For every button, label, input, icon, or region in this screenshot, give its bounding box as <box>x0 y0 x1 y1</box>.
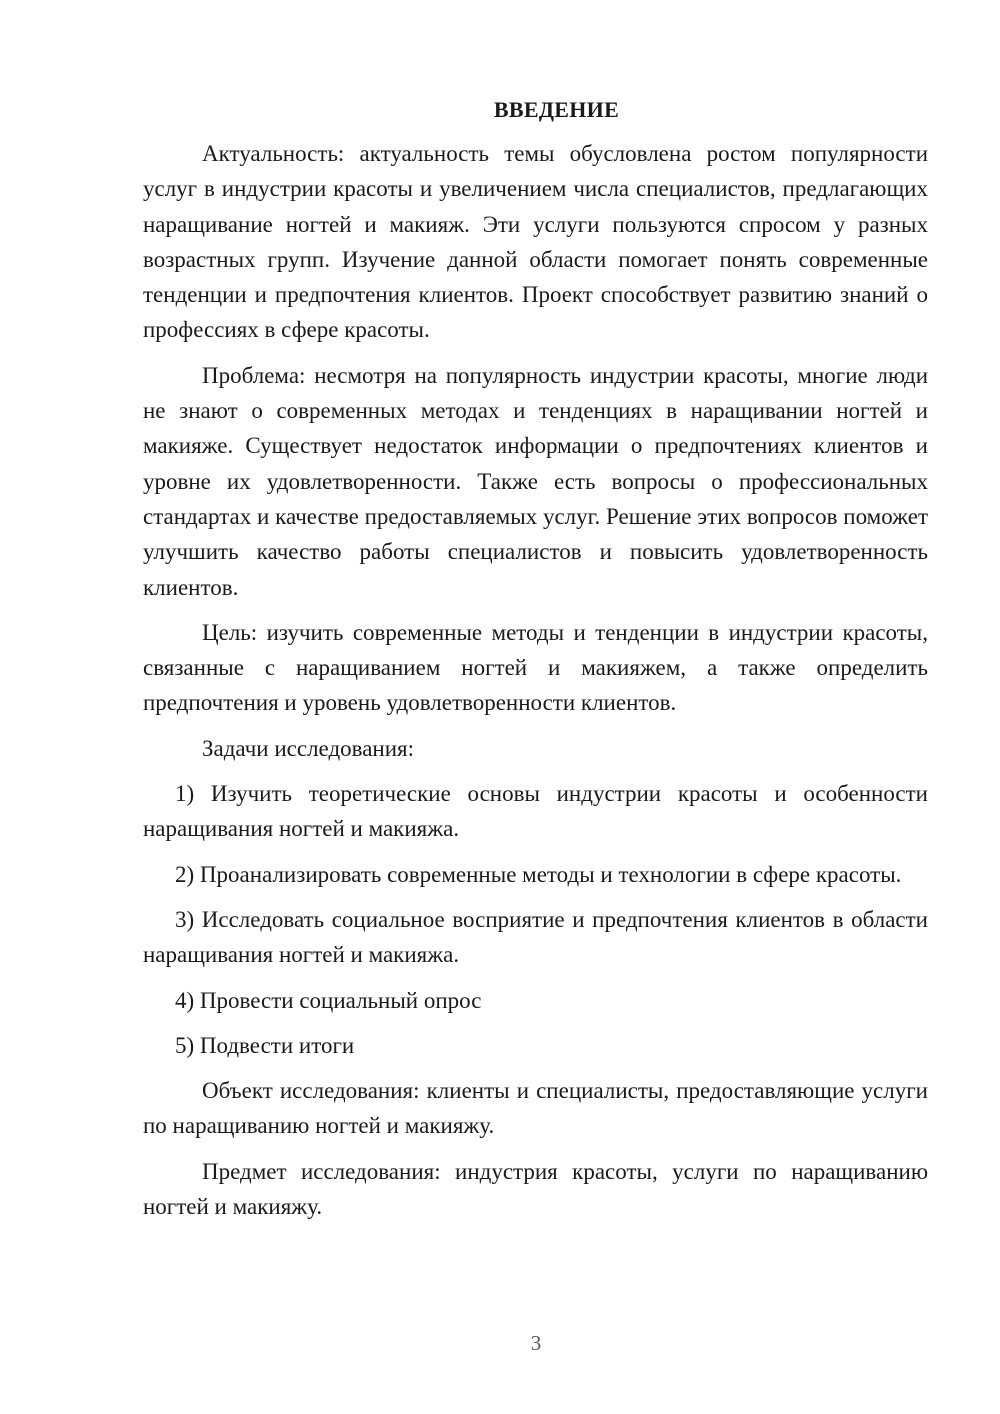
task-item-1: 1) Изучить теоретические основы индустрии красоты и особенности наращивания ногтей и макияжа. <box>143 781 928 842</box>
tasks-heading: Задачи исследования: <box>202 735 415 761</box>
paragraph-goal: Цель: изучить современные методы и тенденции в индустрии красоты, связанные с наращиванием ногтей и макияжем, а также определить предпочтения и уровень удовлетворенности клиентов. <box>143 619 928 716</box>
task-item-5: 5) Подвести итоги <box>175 1032 355 1058</box>
task-item-2: 2) Проанализировать современные методы и технологии в сфере красоты. <box>175 861 902 887</box>
page-number: 3 <box>530 1331 542 1355</box>
task-item-3: 3) Исследовать социальное восприятие и предпочтения клиентов в области наращивания ногтей и макияжа. <box>143 906 928 968</box>
page-title: ВВЕДЕНИЕ <box>493 97 620 122</box>
paragraph-object: Объект исследования: клиенты и специалисты, предоставляющие услуги по наращиванию ногтей и макияжу. <box>143 1078 928 1139</box>
page-content <box>143 90 928 1234</box>
paragraph-problem: Проблема: несмотря на популярность индустрии красоты, многие люди не знают о современных методах и тенденциях в наращивании ногтей и макияже. Существует недостаток информации о предпочтениях клиентов и уровне их удовлетворенности. Также есть вопросы о профессиональных стандартах и качестве предоставляемых услуг. Решение этих вопросов поможет улучшить качество работы специалистов и повысить удовлетворенность клиентов. <box>143 362 928 600</box>
task-item-4: 4) Провести социальный опрос <box>175 987 482 1013</box>
paragraph-relevance: Актуальность: актуальность темы обусловлена ростом популярности услуг в индустрии красоты и увеличением числа специалистов, предлагающих наращивание ногтей и макияж. Эти услуги пользуются спросом у разных возрастных групп. Изучение данной области помогает понять современные тенденции и предпочтения клиентов. Проект способствует развитию знаний о профессиях в сфере красоты. <box>143 141 928 343</box>
paragraph-subject: Предмет исследования: индустрия красоты, услуги по наращиванию ногтей и макияжу. <box>143 1158 928 1220</box>
